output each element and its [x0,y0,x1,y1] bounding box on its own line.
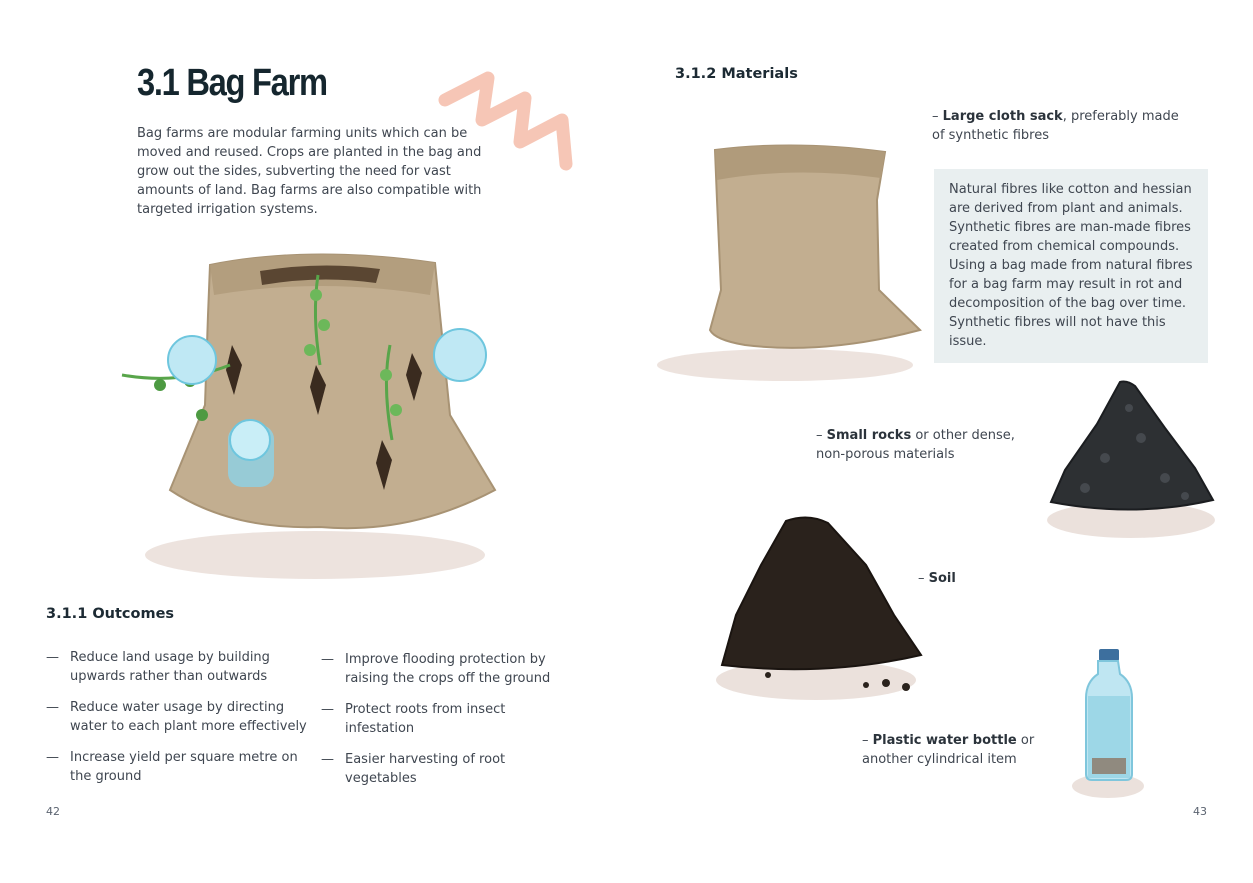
note-text: Natural fibres like cotton and hessian are derived from plant and animals. Synthetic fibres are man-made fibres created from chemical compounds. Using a bag made from natural fibres for a bag farm may result in rot and decomposition of the bag over time. Synthetic fibres will not have this issue. [949,182,1193,349]
cloth-sack-illustration [655,140,935,385]
bullet-dash: — [46,750,59,765]
outcomes-heading: 3.1.1 Outcomes [46,606,175,622]
sack-material-text: – Large cloth sack, preferably made of synthetic fibres [932,109,1179,143]
soil-pile-illustration [716,515,924,705]
list-item [321,750,571,788]
bullet-dash: — [46,700,59,715]
bullet-dash: — [321,752,334,767]
outcomes-list-col1 [46,648,316,798]
list-item-text: Reduce land usage by building upwards rather than outwards [70,650,270,684]
intro-paragraph: Bag farms are modular farming units which can be moved and reused. Crops are planted in the bag and grow out the sides, subverting the need for vast amounts of land. Bag farms are also compatible with targeted irrigation systems. [137,126,482,217]
list-item-text: Improve flooding protection by raising the crops off the ground [345,652,551,686]
outcomes-list-col2 [321,650,571,800]
list-item-text: Increase yield per square metre on the ground [70,750,298,784]
list-item-text: Protect roots from insect infestation [345,702,506,736]
materials-heading: 3.1.2 Materials [675,66,798,82]
material-name: Soil [928,571,956,586]
list-item [46,748,316,786]
water-bottle-illustration [1068,646,1148,802]
list-item-text: Reduce water usage by directing water to each plant more effectively [70,700,307,734]
material-name: Plastic water bottle [872,733,1017,748]
list-item [321,650,571,688]
bullet-dash: — [321,652,334,667]
bag-farm-illustration [110,235,520,590]
bullet-dash: — [321,702,334,717]
bullet-dash: — [46,650,59,665]
page-title: 3.1 Bag Farm [137,62,327,104]
material-name: Large cloth sack [942,109,1063,124]
list-item [321,700,571,738]
list-item-text: Easier harvesting of root vegetables [345,752,506,786]
page-number-right: 43 [1193,805,1207,818]
rocks-material-text: – Small rocks or other dense, non-porous materials [816,428,1015,462]
rocks-pile-illustration [1045,378,1217,543]
bottle-material-text: – Plastic water bottle or another cylindrical item [862,733,1035,767]
list-item [46,698,316,736]
page-number-left: 42 [46,805,60,818]
fibres-note-box [934,169,1208,363]
material-name: Small rocks [826,428,912,443]
soil-material-text: – Soil [918,571,956,586]
list-item [46,648,316,686]
